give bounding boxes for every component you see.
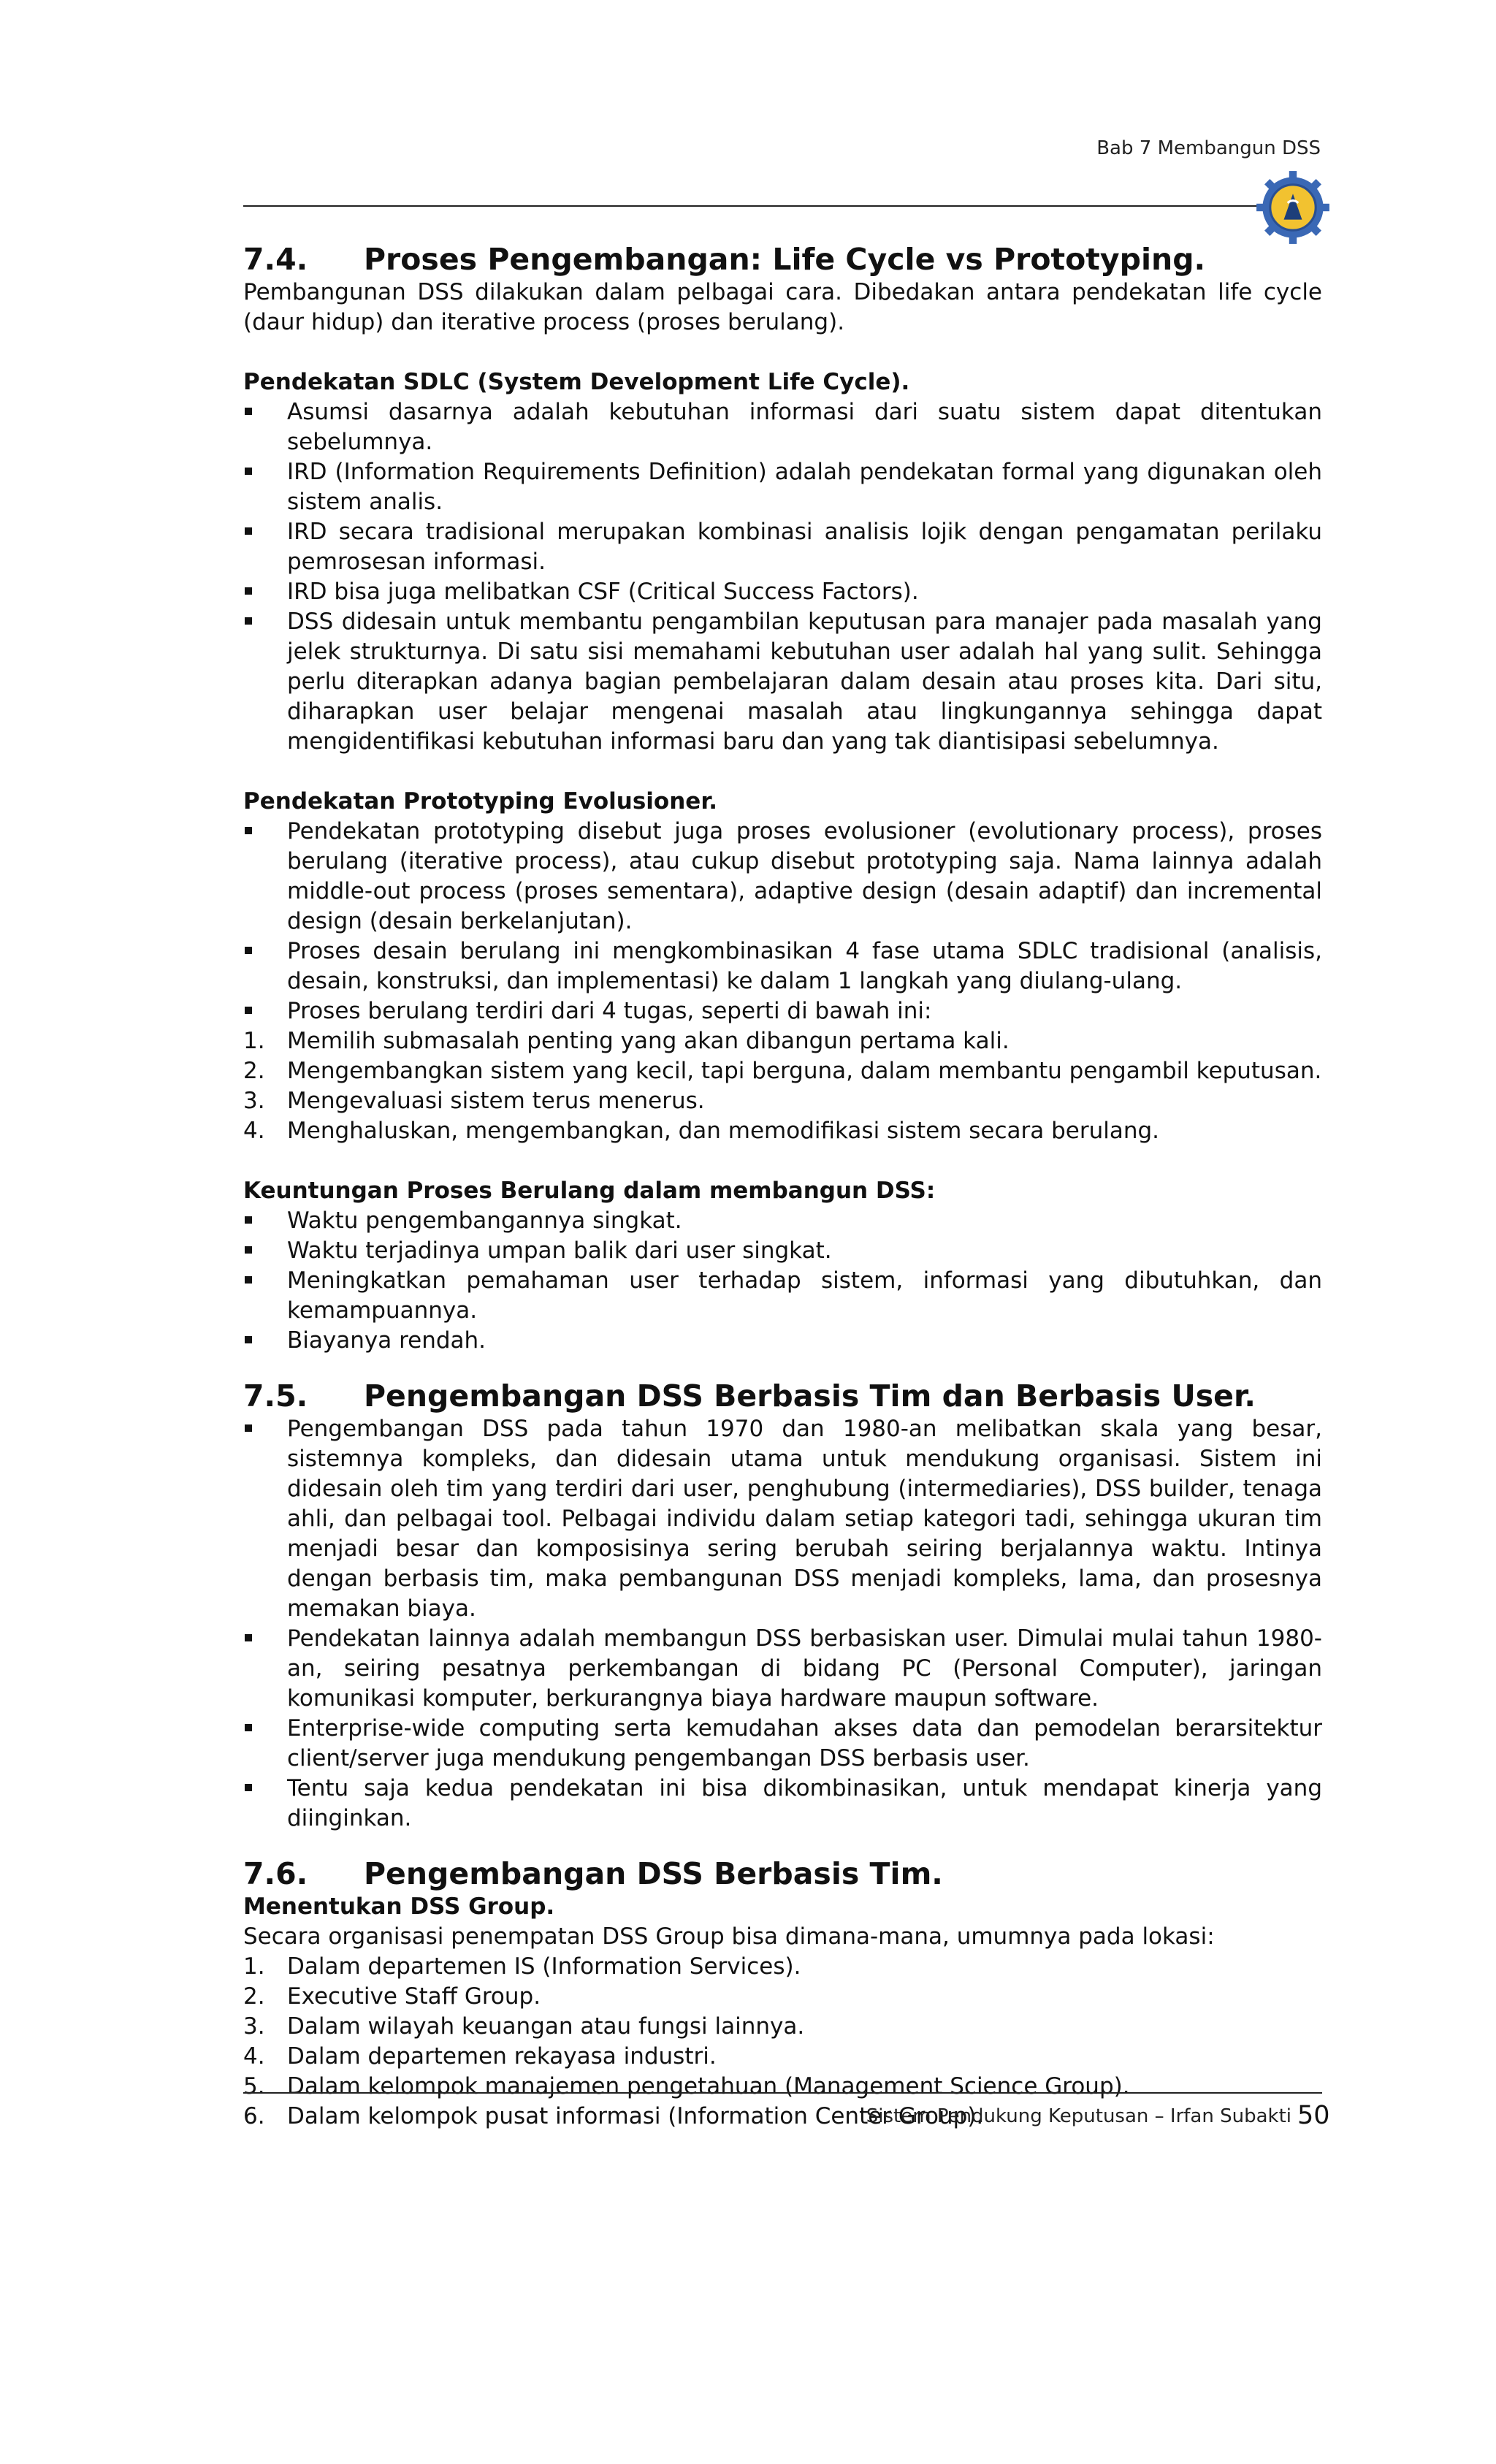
list-item: Pendekatan prototyping disebut juga proses evolusioner (evolutionary process), proses berulang (iterative process), atau cukup disebut prototyping saja. Nama lainnya adalah middle-out process (proses sementara), adaptive design (desain adaptif) dan incremental design (desain berkelanjutan). xyxy=(243,817,1322,937)
section-intro: Secara organisasi penempatan DSS Group bisa dimana-mana, umumnya pada lokasi: xyxy=(243,1923,1215,1950)
numbered-item: 3. Mengevaluasi sistem terus menerus. xyxy=(243,1088,705,1114)
bullet-marker xyxy=(245,617,252,625)
subsection-heading: Keuntungan Proses Berulang dalam membangun DSS: xyxy=(243,1178,936,1204)
list-item: Biayanya rendah. xyxy=(243,1326,1322,1356)
section-heading: 7.6. Pengembangan DSS Berbasis Tim. xyxy=(243,1856,943,1891)
numbered-item: 5. Dalam kelompok manajemen pengetahuan (Management Science Group). xyxy=(243,2073,1130,2099)
list-item: Enterprise-wide computing serta kemudahan akses data dan pemodelan berarsitektur client/server juga mendukung pengembangan DSS berbasis user. xyxy=(243,1714,1322,1774)
subsection-heading: Pendekatan SDLC (System Development Life Cycle). xyxy=(243,369,910,395)
list-item: Tentu saja kedua pendekatan ini bisa dikombinasikan, untuk mendapat kinerja yang diinginkan. xyxy=(243,1774,1322,1834)
header-rule xyxy=(243,205,1266,207)
page-number: 50 xyxy=(1297,2101,1330,2130)
list-item: IRD (Information Requirements Definition) adalah pendekatan formal yang digunakan oleh sistem analis. xyxy=(243,457,1322,517)
numbered-item: 2. Executive Staff Group. xyxy=(243,1983,541,2010)
university-emblem-icon xyxy=(1255,169,1331,245)
bullet-marker xyxy=(245,468,252,475)
list-item: Pengembangan DSS pada tahun 1970 dan 1980-an melibatkan skala yang besar, sistemnya kompleks, dan didesain utama untuk mendukung organisasi. Sistem ini didesain oleh tim yang terdiri dari user, penghubung (intermediaries), DSS builder, tenaga ahli, dan pelbagai tool. Pelbagai individu dalam setiap kategori tadi, sehingga ukuran tim menjadi besar dan komposisinya sering berubah seiring berjalannya waktu. Intinya dengan berbasis tim, maka pembangunan DSS menjadi kompleks, lama, dan prosesnya memakan biaya. xyxy=(243,1414,1322,1624)
numbered-item: 4. Menghaluskan, mengembangkan, dan memodifikasi sistem secara berulang. xyxy=(243,1118,1160,1144)
subsection-heading: Pendekatan Prototyping Evolusioner. xyxy=(243,788,717,815)
bullet-marker xyxy=(245,1634,252,1641)
numbered-item: 1. Dalam departemen IS (Information Services). xyxy=(243,1953,801,1980)
numbered-item: 2. Mengembangkan sistem yang kecil, tapi berguna, dalam membantu pengambil keputusan. xyxy=(243,1058,1322,1084)
bullet-list xyxy=(243,1206,1322,1356)
running-header: Bab 7 Membangun DSS xyxy=(1096,137,1321,159)
bullet-marker xyxy=(245,1336,252,1343)
list-item: IRD secara tradisional merupakan kombinasi analisis lojik dengan pengamatan perilaku pemrosesan informasi. xyxy=(243,517,1322,577)
bullet-marker xyxy=(245,587,252,595)
list-item: Asumsi dasarnya adalah kebutuhan informasi dari suatu sistem dapat ditentukan sebelumnya. xyxy=(243,397,1322,457)
bullet-marker xyxy=(245,1784,252,1791)
bullet-marker xyxy=(245,527,252,535)
list-item: IRD bisa juga melibatkan CSF (Critical Success Factors). xyxy=(243,577,1322,607)
list-item: Waktu pengembangannya singkat. xyxy=(243,1206,1322,1236)
bullet-marker xyxy=(245,1424,252,1432)
list-item: Proses berulang terdiri dari 4 tugas, seperti di bawah ini: xyxy=(243,996,1322,1026)
footer-rule xyxy=(243,2092,1322,2094)
list-item: Meningkatkan pemahaman user terhadap sistem, informasi yang dibutuhkan, dan kemampuannya. xyxy=(243,1266,1322,1326)
bullet-marker xyxy=(245,1216,252,1224)
bullet-marker xyxy=(245,1246,252,1254)
bullet-marker xyxy=(245,1276,252,1284)
section-heading: 7.5. Pengembangan DSS Berbasis Tim dan Berbasis User. xyxy=(243,1378,1256,1414)
numbered-item: 1. Memilih submasalah penting yang akan dibangun pertama kali. xyxy=(243,1028,1010,1054)
bullet-list xyxy=(243,1414,1322,1834)
list-item: DSS didesain untuk membantu pengambilan keputusan para manajer pada masalah yang jelek strukturnya. Di satu sisi memahami kebutuhan user adalah hal yang sulit. Sehingga perlu diterapkan adanya bagian pembelajaran dalam desain atau proses kita. Dari situ, diharapkan user belajar mengenai masalah atau lingkungannya sehingga dapat mengidentifikasi kebutuhan informasi baru dan yang tak diantisipasi sebelumnya. xyxy=(243,607,1322,757)
bullet-marker xyxy=(245,408,252,415)
section-intro: Pembangunan DSS dilakukan dalam pelbagai cara. Dibedakan antara pendekatan life cycle (daur hidup) dan iterative process (proses berulang). xyxy=(243,279,1322,335)
footer-text: Sistem Pendukung Keputusan – Irfan Subakti xyxy=(866,2105,1291,2127)
numbered-item: 4. Dalam departemen rekayasa industri. xyxy=(243,2043,717,2070)
list-item: Waktu terjadinya umpan balik dari user singkat. xyxy=(243,1236,1322,1266)
list-item: Pendekatan lainnya adalah membangun DSS berbasiskan user. Dimulai mulai tahun 1980-an, seiring pesatnya perkembangan di bidang PC (Personal Computer), jaringan komunikasi komputer, berkurangnya biaya hardware maupun software. xyxy=(243,1624,1322,1714)
list-item: Proses desain berulang ini mengkombinasikan 4 fase utama SDLC tradisional (analisis, desain, konstruksi, dan implementasi) ke dalam 1 langkah yang diulang-ulang. xyxy=(243,937,1322,996)
bullet-marker xyxy=(245,827,252,834)
bullet-marker xyxy=(245,1724,252,1731)
section-heading: 7.4. Proses Pengembangan: Life Cycle vs Prototyping. xyxy=(243,242,1206,277)
main-content xyxy=(243,241,1322,2132)
bullet-list xyxy=(243,397,1322,757)
bullet-list xyxy=(243,817,1322,1146)
numbered-item: 3. Dalam wilayah keuangan atau fungsi lainnya. xyxy=(243,2013,805,2040)
subsection-heading: Menentukan DSS Group. xyxy=(243,1893,555,1920)
numbered-item: 6. Dalam kelompok pusat informasi (Information Center Group). xyxy=(243,2103,984,2129)
bullet-marker xyxy=(245,947,252,954)
bullet-marker xyxy=(245,1007,252,1014)
